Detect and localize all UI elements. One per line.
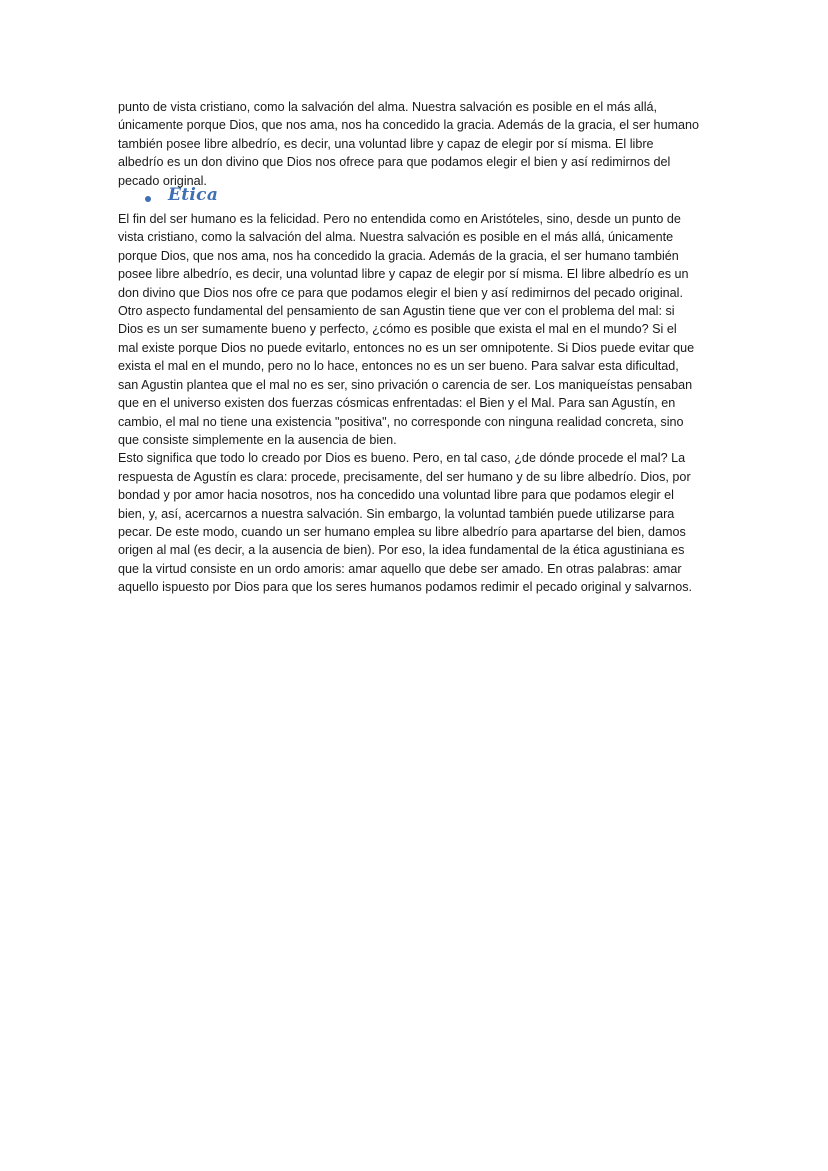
document-body — [118, 98, 700, 597]
paragraph-problema-del-mal: Otro aspecto fundamental del pensamiento de san Agustin tiene que ver con el problema del mal: si Dios es un ser sumamente bueno y perfecto, ¿cómo es posible que exista el mal en el mundo? Si el mal existe porque Dios no puede evitarlo, entonces no es un ser omnipotente. Si Dios puede evitar que exista el mal en el mundo, pero no lo hace, entonces no es un ser bueno. Para salvar esta dificultad, san Agustin plantea que el mal no es ser, sino privación o carencia de ser. Los maniqueístas pensaban que en el universo existen dos fuerzas cósmicas enfrentadas: el Bien y el Mal. Para san Agustín, en cambio, el mal no tiene una existencia "positiva", no corresponde con ninguna realidad concreta, sino que consiste simplemente en la ausencia de bien. — [118, 304, 695, 447]
paragraph-origen-del-mal: Esto significa que todo lo creado por Dios es bueno. Pero, en tal caso, ¿de dónde procede el mal? La respuesta de Agustín es clara: procede, precisamente, del ser humano y de su libre albedrío. Dios, por bondad y por amor hacia nosotros, nos ha concedido una voluntad libre para que podamos elegir el bien, y, así, acercarnos a nuestra salvación. Sin embargo, la voluntad también puede utilizarse para pecar. De este modo, cuando un ser humano emplea su libre albedrío para apartarse del bien, damos origen al mal (es decir, a la ausencia de bien). Por eso, la idea fundamental de la ética agustiniana es que la virtud consiste en un ordo amoris: amar aquello que debe ser amado. En otras palabras: amar aquello ispuesto por Dios para que los seres humanos podamos redimir el pecado original y salvarnos. — [118, 451, 693, 595]
paragraph-felicidad: El fin del ser humano es la felicidad. Pero no entendida como en Aristóteles, sino, desde un punto de vista cristiano, como la salvación del alma. Nuestra salvación es posible en el más allá, únicamente porque Dios, que nos ama, nos ha concedido la gracia. Además de la gracia, el ser humano también posee libre albedrío, es decir, una voluntad libre y capaz de elegir por sí misma. El libre albedrío es un don divino que Dios nos ofre ce para que podamos elegir el bien y así redimirnos del pecado original. — [118, 212, 689, 300]
section-heading-row — [118, 185, 700, 210]
section-heading: Etica — [168, 185, 219, 206]
intro-paragraph: punto de vista cristiano, como la salvación del alma. Nuestra salvación es posible en el más allá, únicamente porque Dios, que nos ama, nos ha concedido la gracia. Además de la gracia, el ser humano también posee libre albedrío, es decir, una voluntad libre y capaz de elegir por sí misma. El libre albedrío es un don divino que Dios nos ofrece para que podamos elegir el bien y así redimirnos del pecado original. — [118, 100, 700, 188]
bullet-icon — [145, 196, 151, 202]
